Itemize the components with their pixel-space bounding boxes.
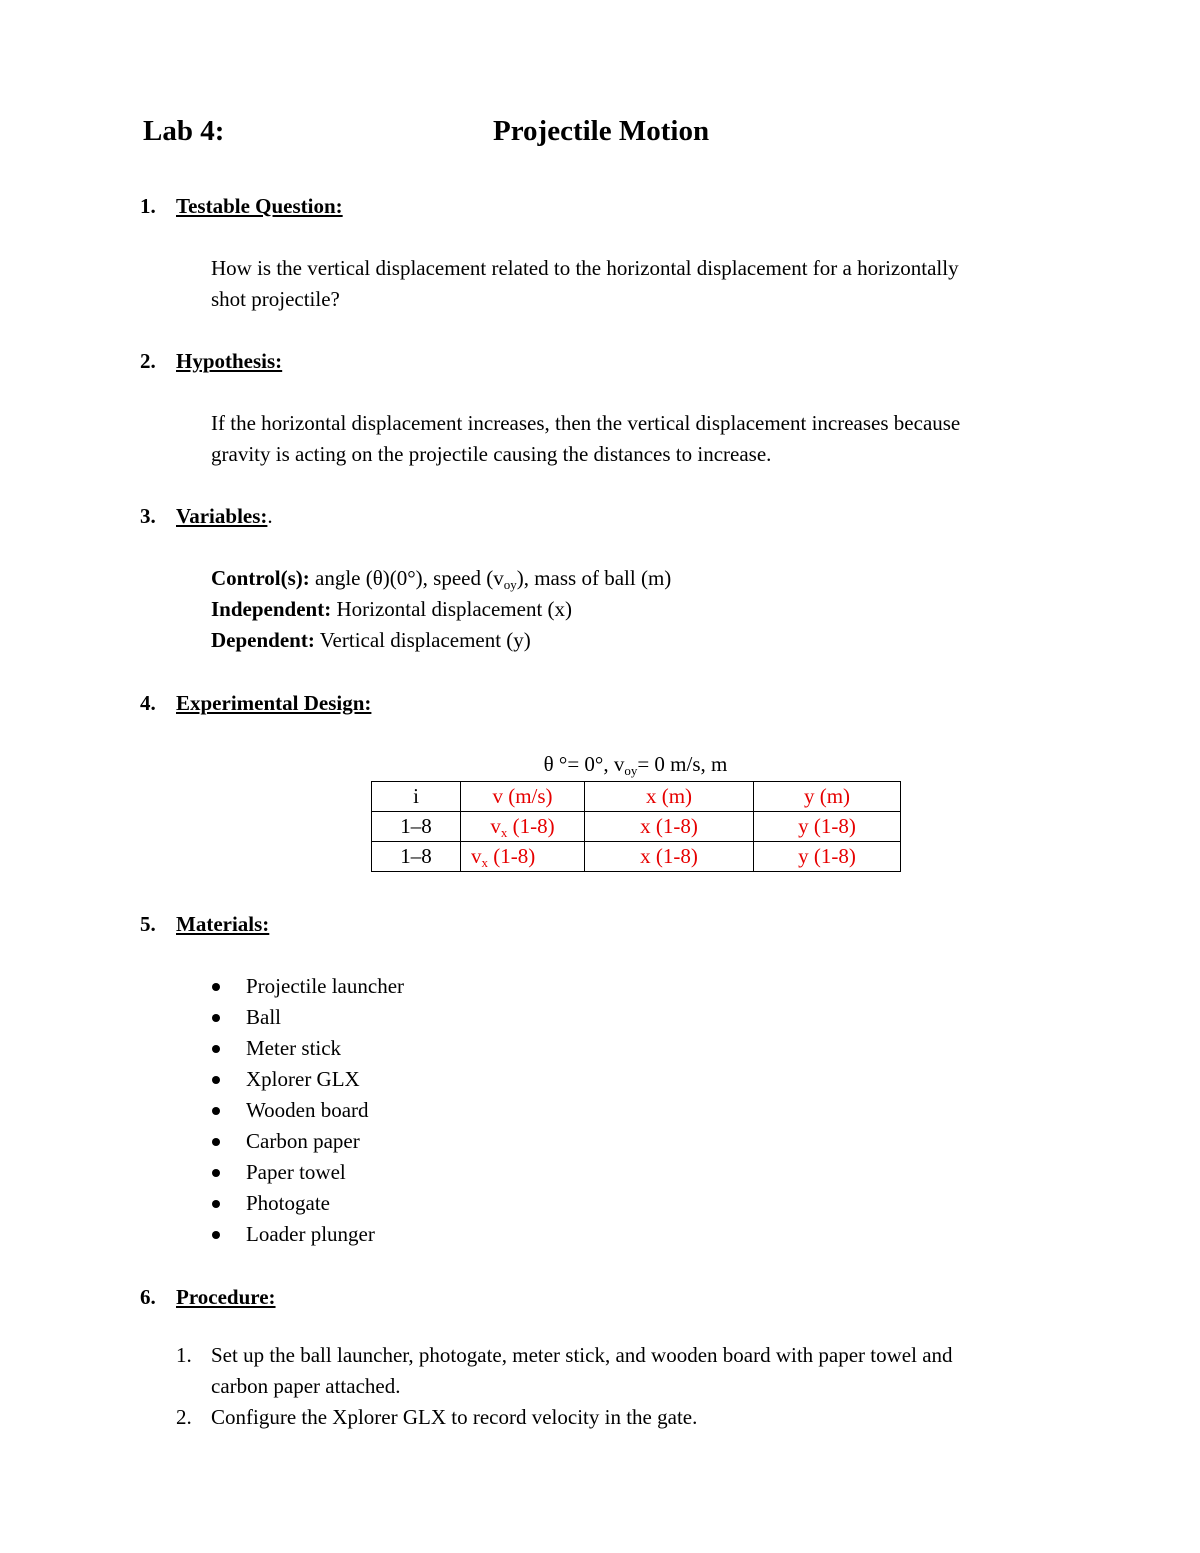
- section-6-heading: Procedure:: [176, 1285, 276, 1309]
- section-4-heading: Experimental Design:: [176, 691, 372, 715]
- control-text-a: angle (θ)(0°), speed (v: [309, 566, 504, 590]
- table-row: [372, 842, 901, 872]
- list-item: Ball: [246, 1005, 281, 1029]
- list-item: Carbon paper: [246, 1129, 360, 1153]
- step-2-number: 2.: [176, 1405, 192, 1429]
- bullet-icon: [212, 1014, 220, 1022]
- header-x: x (m): [585, 782, 754, 812]
- question-line-1: How is the vertical displacement related to the horizontal displacement for a horizontally: [211, 256, 959, 280]
- independent-variable: [211, 597, 572, 622]
- control-text-b: ), mass of ball (m): [516, 566, 672, 590]
- section-6-number: 6.: [140, 1285, 156, 1309]
- cell-v-rest: (1-8): [507, 814, 555, 838]
- independent-label: Independent:: [211, 597, 332, 621]
- table-row: [372, 812, 901, 842]
- cell-y: y (1-8): [754, 842, 901, 872]
- header-i: i: [372, 782, 461, 812]
- section-2-number: 2.: [140, 349, 156, 373]
- header-v: v (m/s): [461, 782, 585, 812]
- list-item: Photogate: [246, 1191, 330, 1215]
- step-2-line-1: Configure the Xplorer GLX to record velocity in the gate.: [211, 1405, 698, 1429]
- cell-x: x (1-8): [585, 812, 754, 842]
- section-3-heading: Variables:: [176, 504, 268, 528]
- design-table: [371, 781, 901, 872]
- dependent-text: Vertical displacement (y): [314, 628, 531, 652]
- section-3-heading-wrap: [176, 504, 273, 529]
- independent-text: Horizontal displacement (x): [331, 597, 573, 621]
- section-2-heading: Hypothesis:: [176, 349, 283, 373]
- cell-i: 1–8: [372, 812, 461, 842]
- question-line-2: shot projectile?: [211, 287, 340, 311]
- hypothesis-line-2: gravity is acting on the projectile causing the distances to increase.: [211, 442, 772, 466]
- cell-v-sub: x: [500, 825, 508, 840]
- section-1-number: 1.: [140, 194, 156, 218]
- step-1-number: 1.: [176, 1343, 192, 1367]
- bullet-icon: [212, 1107, 220, 1115]
- list-item: Projectile launcher: [246, 974, 405, 998]
- cell-v-sub: x: [481, 855, 488, 870]
- dependent-label: Dependent:: [211, 628, 315, 652]
- caption-a: θ °= 0°, v: [543, 752, 625, 776]
- caption-b: = 0 m/s, m: [637, 752, 728, 776]
- bullet-icon: [212, 1169, 220, 1177]
- list-item: Paper towel: [246, 1160, 346, 1184]
- table-caption: [371, 752, 900, 777]
- step-1-line-2: carbon paper attached.: [211, 1374, 401, 1398]
- header-y: y (m): [754, 782, 901, 812]
- section-5-number: 5.: [140, 912, 156, 936]
- control-variables: [211, 566, 671, 591]
- hypothesis-line-1: If the horizontal displacement increases, then the vertical displacement increases because: [211, 411, 961, 435]
- bullet-icon: [212, 1231, 220, 1239]
- section-3-number: 3.: [140, 504, 156, 528]
- list-item: Loader plunger: [246, 1222, 375, 1246]
- cell-v-base: v: [490, 814, 501, 838]
- table-header-row: [372, 782, 901, 812]
- cell-v: [461, 842, 585, 872]
- bullet-icon: [212, 1076, 220, 1084]
- list-item: Meter stick: [246, 1036, 342, 1060]
- bullet-icon: [212, 1138, 220, 1146]
- control-sub: oy: [503, 577, 517, 592]
- control-label: Control(s):: [211, 566, 310, 590]
- section-5-heading: Materials:: [176, 912, 270, 936]
- bullet-icon: [212, 1045, 220, 1053]
- cell-v-rest: (1-8): [488, 844, 536, 868]
- cell-v-base: v: [471, 844, 482, 868]
- list-item: Xplorer GLX: [246, 1067, 360, 1091]
- cell-i: 1–8: [372, 842, 461, 872]
- cell-v: [461, 812, 585, 842]
- dependent-variable: [211, 628, 531, 653]
- step-1-line-1: Set up the ball launcher, photogate, meter stick, and wooden board with paper towel and: [211, 1343, 953, 1367]
- list-item: Wooden board: [246, 1098, 369, 1122]
- section-4-number: 4.: [140, 691, 156, 715]
- cell-y: y (1-8): [754, 812, 901, 842]
- lab-number: Lab 4:: [143, 115, 225, 147]
- bullet-icon: [212, 983, 220, 991]
- caption-sub: oy: [624, 763, 638, 778]
- bullet-icon: [212, 1200, 220, 1208]
- page-title: Projectile Motion: [493, 115, 710, 147]
- section-1-heading: Testable Question:: [176, 194, 343, 218]
- cell-x: x (1-8): [585, 842, 754, 872]
- section-3-trail: .: [267, 504, 273, 528]
